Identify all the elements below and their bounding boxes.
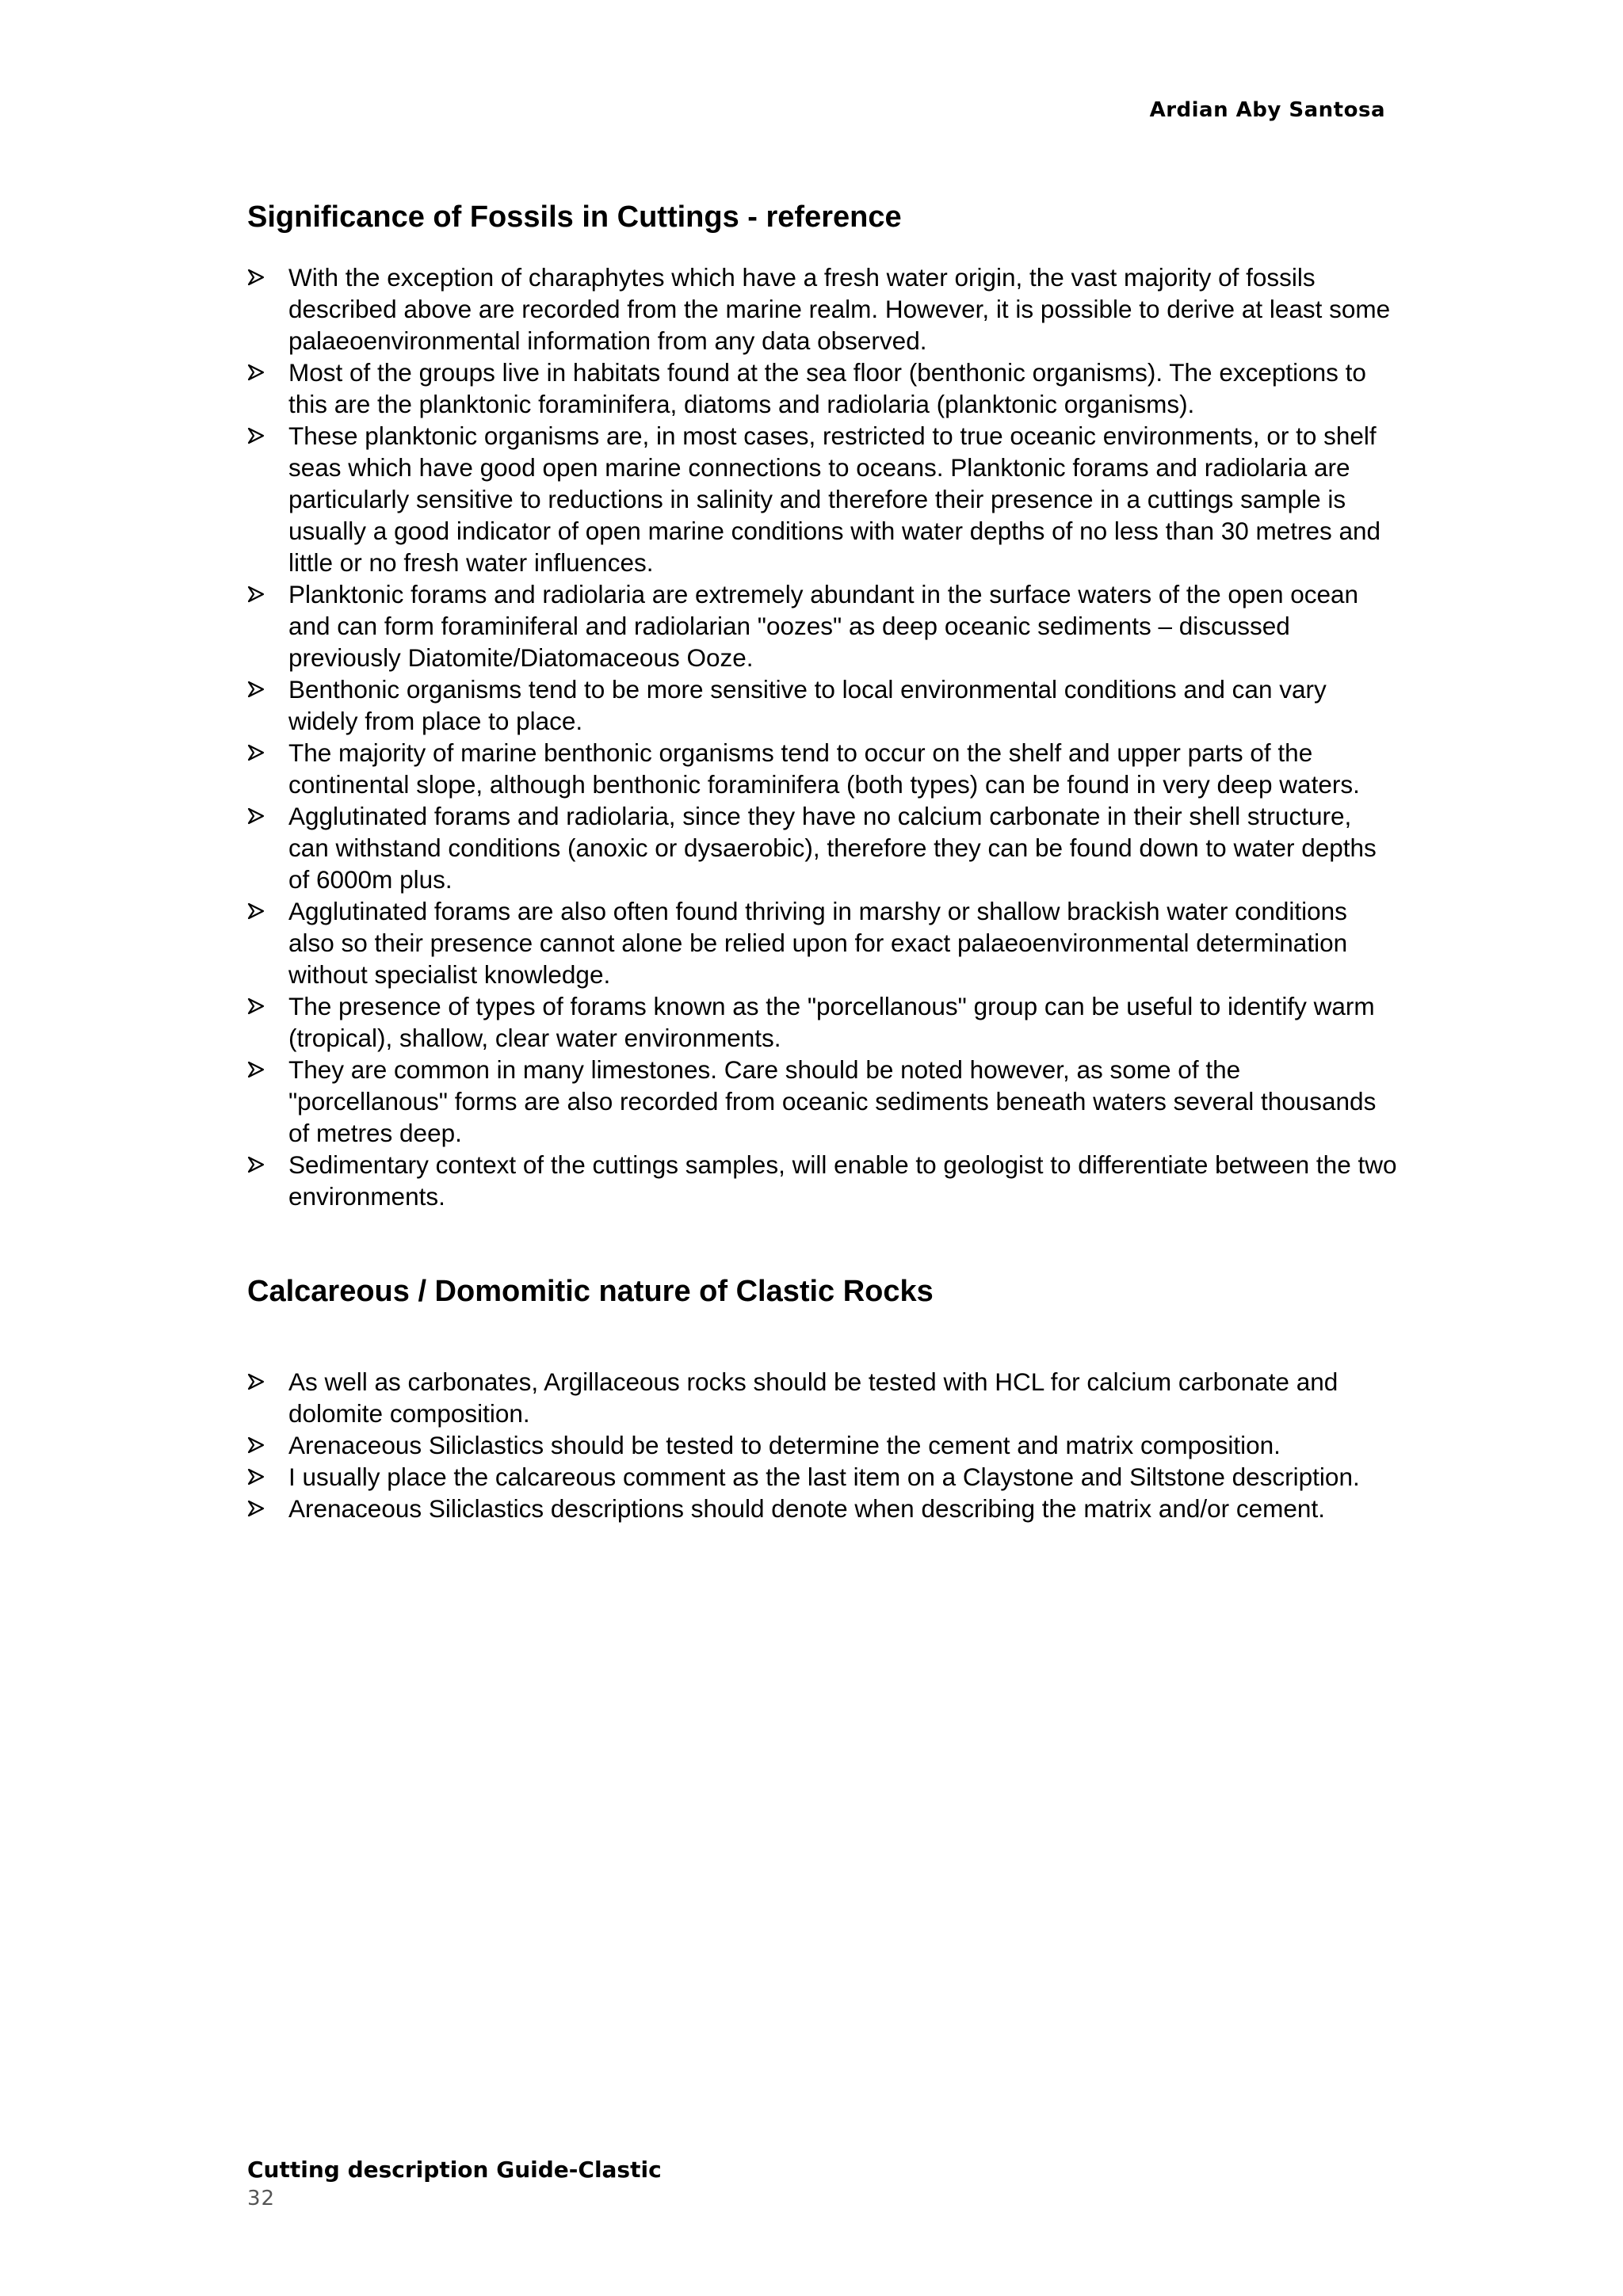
list-item	[247, 420, 1398, 578]
list-item	[247, 990, 1398, 1054]
list-item-text: With the exception of charaphytes which have a fresh water origin, the vast majority of fossils described above are recorded from the marine realm. However, it is possible to derive at least some palaeoenvironmental information from any data observed.	[288, 263, 1391, 355]
arrow-bullet-icon	[247, 578, 271, 610]
list-item	[247, 737, 1398, 800]
section-title-calcareous: Calcareous / Domomitic nature of Clastic Rocks	[247, 1275, 934, 1308]
section-title-fossils: Significance of Fossils in Cuttings - reference	[247, 200, 902, 234]
header-author: Ardian Aby Santosa	[1149, 98, 1385, 122]
arrow-bullet-icon	[247, 1054, 271, 1085]
arrow-bullet-icon	[247, 261, 271, 293]
arrow-bullet-icon	[247, 990, 271, 1022]
list-item-text: Planktonic forams and radiolaria are extremely abundant in the surface waters of the open ocean and can form foraminiferal and radiolarian "oozes" as deep oceanic sediments – discussed previously Diatomite/Diatomaceous Ooze.	[288, 580, 1359, 672]
arrow-bullet-icon	[247, 1366, 271, 1398]
list-item-text: The presence of types of forams known as the "porcellanous" group can be useful to identify warm (tropical), shallow, clear water environments.	[288, 992, 1375, 1052]
list-item	[247, 357, 1398, 420]
list-item-text: Most of the groups live in habitats found at the sea floor (benthonic organisms). The exceptions to this are the planktonic foraminifera, diatoms and radiolaria (planktonic organisms).	[288, 358, 1366, 418]
calcareous-bullet-list	[247, 1366, 1398, 1524]
list-item	[247, 1366, 1398, 1429]
arrow-bullet-icon	[247, 1493, 271, 1524]
document-body	[247, 196, 1398, 1524]
arrow-bullet-icon	[247, 1461, 271, 1493]
list-item	[247, 261, 1398, 357]
arrow-bullet-icon	[247, 420, 271, 452]
list-item-text: Agglutinated forams and radiolaria, since they have no calcium carbonate in their shell structure, can withstand conditions (anoxic or dysaerobic), therefore they can be found down to water depths of 6000m plus.	[288, 802, 1377, 894]
list-item-text: Arenaceous Siliclastics descriptions should denote when describing the matrix and/or cement.	[288, 1494, 1325, 1523]
arrow-bullet-icon	[247, 737, 271, 769]
page-number: 32	[247, 2187, 276, 2210]
list-item-text: Sedimentary context of the cuttings samples, will enable to geologist to differentiate between the two environments.	[288, 1150, 1397, 1211]
fossils-bullet-list	[247, 261, 1398, 1212]
list-item-text: They are common in many limestones. Care should be noted however, as some of the "porcellanous" forms are also recorded from oceanic sediments beneath waters several thousands of metres deep.	[288, 1055, 1377, 1147]
list-item-text: I usually place the calcareous comment as the last item on a Claystone and Siltstone description.	[288, 1463, 1360, 1491]
arrow-bullet-icon	[247, 1429, 271, 1461]
list-item-text: Benthonic organisms tend to be more sensitive to local environmental conditions and can vary widely from place to place.	[288, 675, 1327, 735]
list-item-text: As well as carbonates, Argillaceous rocks should be tested with HCL for calcium carbonate and dolomite composition.	[288, 1367, 1338, 1428]
arrow-bullet-icon	[247, 673, 271, 705]
list-item-text: Agglutinated forams are also often found thriving in marshy or shallow brackish water conditions also so their presence cannot alone be relied upon for exact palaeoenvironmental determination without specialist knowledge.	[288, 897, 1348, 989]
list-item	[247, 1054, 1398, 1149]
list-item	[247, 1429, 1398, 1461]
arrow-bullet-icon	[247, 357, 271, 388]
list-item	[247, 800, 1398, 895]
list-item	[247, 578, 1398, 673]
list-item-text: Arenaceous Siliclastics should be tested to determine the cement and matrix composition.	[288, 1431, 1281, 1459]
list-item	[247, 1493, 1398, 1524]
list-item	[247, 673, 1398, 737]
list-item	[247, 895, 1398, 990]
arrow-bullet-icon	[247, 800, 271, 832]
list-item-text: The majority of marine benthonic organisms tend to occur on the shelf and upper parts of the continental slope, although benthonic foraminifera (both types) can be found in very deep waters.	[288, 738, 1360, 799]
footer-title: Cutting description Guide-Clastic	[247, 2157, 662, 2183]
list-item	[247, 1149, 1398, 1212]
arrow-bullet-icon	[247, 1149, 271, 1180]
list-item	[247, 1461, 1398, 1493]
arrow-bullet-icon	[247, 895, 271, 927]
list-item-text: These planktonic organisms are, in most cases, restricted to true oceanic environments, or to shelf seas which have good open marine connections to oceans. Planktonic forams and radiolaria are particularly sensitive to reductions in salinity and therefore their presence in a cuttings sample is usually a good indicator of open marine conditions with water depths of no less than 30 metres and little or no fresh water influences.	[288, 421, 1381, 577]
